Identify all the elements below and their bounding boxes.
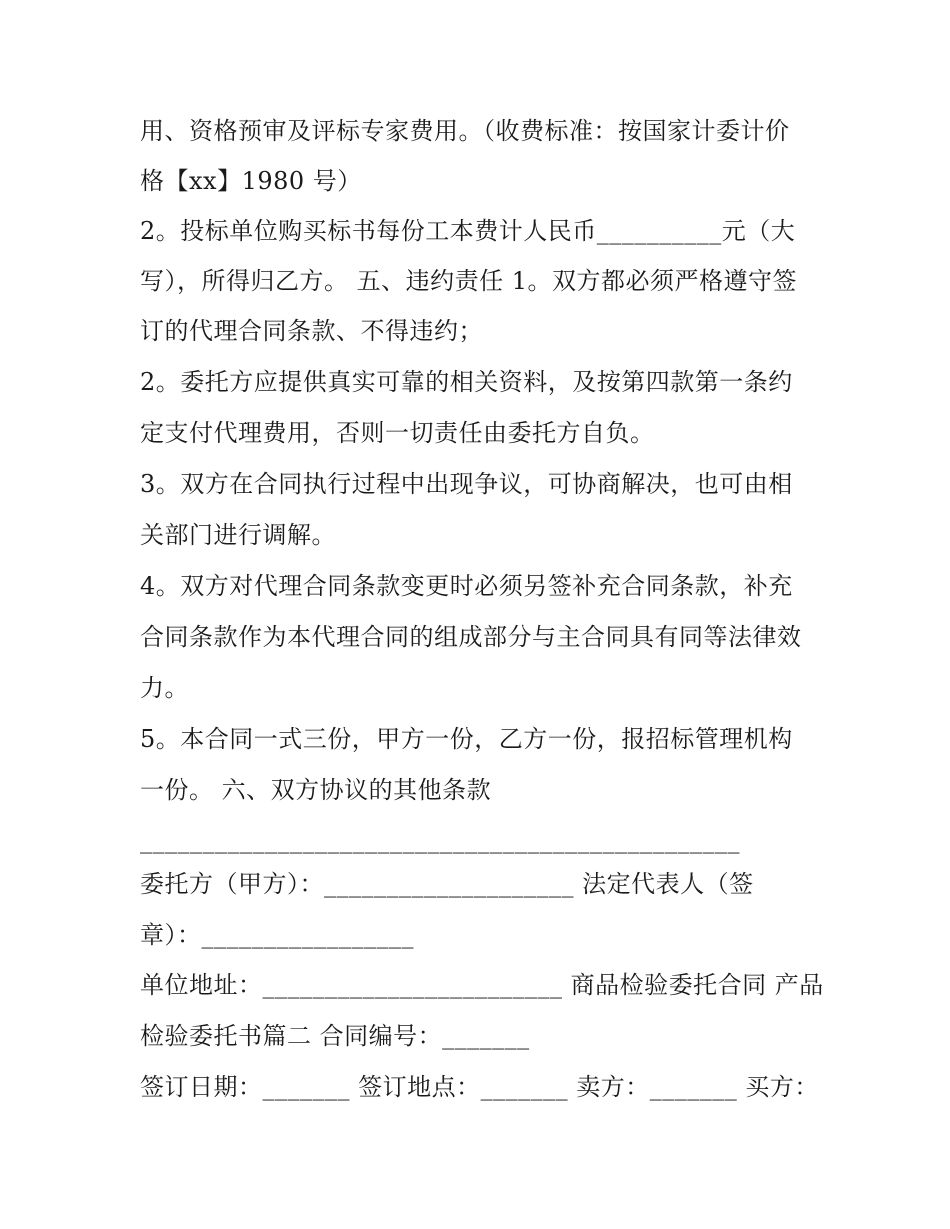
text-line: 用、资格预审及评标专家费用。（收费标准：按国家计委计价 — [140, 117, 790, 145]
text-line: 定支付代理费用，否则一切责任由委托方自负。 — [140, 419, 655, 447]
blank-line: ________________________________________________ — [140, 826, 740, 854]
text-line: 合同条款作为本代理合同的组成部分与主合同具有同等法律效 — [140, 623, 802, 651]
text-line: 3。双方在合同执行过程中出现争议，可协商解决，也可由相 — [140, 470, 793, 498]
text-line: 力。 — [140, 674, 189, 702]
text-line: 签订日期：_______ 签订地点：_______ 卖方：_______ 买方： — [140, 1073, 819, 1101]
text-line: 一份。 六、双方协议的其他条款 — [140, 776, 492, 804]
text-line: 关部门进行调解。 — [140, 521, 336, 549]
text-line: 5。本合同一式三份，甲方一份，乙方一份，报招标管理机构 — [140, 725, 793, 753]
text-line: 章）：_________________ — [140, 921, 414, 949]
text-line: 检验委托书篇二 合同编号：_______ — [140, 1022, 530, 1050]
text-line: 4。双方对代理合同条款变更时必须另签补充合同条款，补充 — [140, 572, 793, 600]
text-line: 写），所得归乙方。 五、违约责任 1。双方都必须严格遵守签 — [140, 267, 798, 295]
text-line: 委托方（甲方）：____________________ 法定代表人（签 — [140, 870, 754, 898]
text-line: 单位地址：________________________ 商品检验委托合同 产品 — [140, 971, 824, 999]
text-line: 2。委托方应提供真实可靠的相关资料，及按第四款第一条约 — [140, 368, 793, 396]
text-line: 订的代理合同条款、不得违约； — [140, 317, 483, 345]
text-line: 2。投标单位购买标书每份工本费计人民币__________元（大 — [140, 217, 796, 245]
text-line: 格【xx】1980 号） — [140, 167, 362, 195]
